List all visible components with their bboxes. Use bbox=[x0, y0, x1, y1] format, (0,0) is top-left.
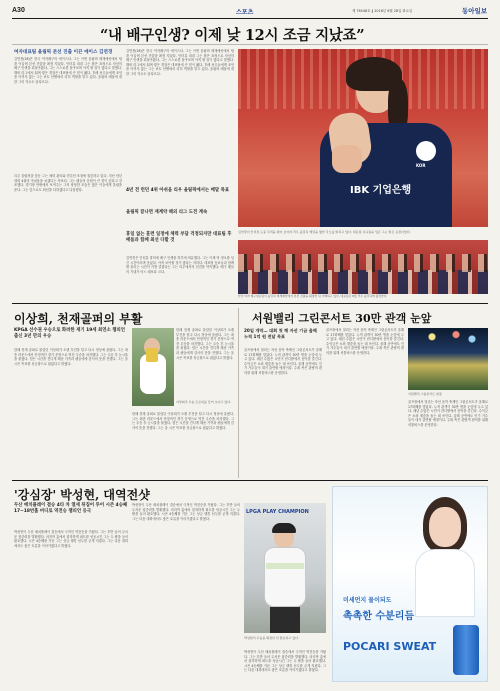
team-photo-caption: 한국 여자 배구대표팀이 올림픽 세계예선에서 본선 진출을 확정한 뒤 기뻐하고 있다. 대표팀은 8월 리우 올림픽에 출전한다. bbox=[238, 294, 388, 298]
lead-photo-caption: 김연경이 인터뷰 도중 주먹을 쥐어 보이며 리우 올림픽 메달을 향한 각오를 밝히고 있다. 대표팀 유니폼을 입은 그는 밝은 표정이었다. bbox=[238, 230, 411, 234]
col-divider-1 bbox=[238, 308, 239, 478]
concert-caption: 서원밸리 그린콘서트 현장 bbox=[408, 392, 442, 396]
lead-kicker: 여자대표팀 올림픽 본선 진출 이끈 에이스 김연경 bbox=[14, 50, 113, 55]
golf-body-3: 한때 천재 골퍼로 불렸던 이상희가 오랜 부진을 털고 다시 정상에 올랐다. 그는 최종 라운드에서 안정적인 경기 운영으로 역전 우승을 차지했다. 그는 우승 후 눈시울을 붉혔다. 힘든 시간을 견디게 해준 가족과 팬들에게 감사의 뜻을 전했다. 그는 올 시즌 목표를 상금왕으로 잡았다고 밝혔다. bbox=[132, 412, 234, 430]
ad-line-2: 촉촉한 수분리듬 bbox=[343, 611, 415, 622]
jersey-badge bbox=[416, 141, 436, 161]
ad-pocari[interactable] bbox=[332, 486, 488, 682]
golf-caption: 이상희가 우승 트로피를 들어 보이고 있다. bbox=[176, 400, 231, 404]
issue-info: 제 76548호 ‖ 2016년 6월 28일 화요일 bbox=[352, 9, 413, 13]
quote-1-text: 4년 전 런던 4위 아쉬움 리우 올림픽에서는 메달 목표 bbox=[126, 188, 230, 193]
concert-body: 골프장에서 열리는 자선 음악 축제인 그린콘서트가 올해로 17회째를 맞았다. 누적 관객이 30만 명을 눈앞에 두고 있다. 매년 수많은 시민이 잔디밭에서 음악을 즐긴다. 수익금은 소외 계층을 돕는 데 쓰인다. 올해 공연에도 인기 가수들이 대거 출연할 예정이다. 주최 측은 관람객 편의를 위해 셔틀버스를 운영한다. bbox=[244, 348, 322, 375]
park-sub: 두산 매치플레이 결승 4타 차 열세 뒤집어 투어 시즌 4승째 17~18번홀 버디로 역전승 챔피언 등극 bbox=[14, 503, 128, 515]
lead-body-1: 김연경(28)은 한국 여자배구의 에이스다. 그는 이번 올림픽 세계예선에서 팀을 이끌며 본선 진출을 확정 지었다. 인터뷰 내내 그는 밝은 표정으로 자신의 배구 인생을 되돌아봤다. 그는 스스로를 돌아보며 아직 할 일이 많다고 말했다. 해외 리그에서 뛰며 쌓은 경험은 대표팀에 큰 힘이 됐다. 후배 선수들에게 조언을 아끼지 않는 그는 코트 안팎에서 리더 역할을 맡고 있다. 올림픽 메달에 대한 그의 각오도 남다르다. bbox=[14, 57, 122, 84]
lead-body-2b: 김연경(28)은 한국 여자배구의 에이스다. 그는 이번 올림픽 세계예선에서 팀을 이끌며 본선 진출을 확정 지었다. 인터뷰 내내 그는 밝은 표정으로 자신의 배구 인생을 되돌아봤다. 그는 스스로를 돌아보며 아직 할 일이 많다고 말했다. 해외 리그에서 뛰며 쌓은 경험은 대표팀에 큰 힘이 됐다. 후배 선수들에게 조언을 아끼지 않는 그는 코트 안팎에서 리더 역할을 맡고 있다. 올림픽 메달에 대한 그의 각오도 남다르다. bbox=[126, 49, 234, 76]
concert-body-2: 골프장에서 열리는 자선 음악 축제인 그린콘서트가 올해로 17회째를 맞았다. 누적 관객이 30만 명을 눈앞에 두고 있다. 매년 수많은 시민이 잔디밭에서 음악을 즐긴다. 수익금은 소외 계층을 돕는 데 쓰인다. 올해 공연에도 인기 가수들이 대거 출연할 예정이다. 주최 측은 관람객 편의를 위해 셔틀버스를 운영한다. bbox=[326, 328, 404, 355]
jersey-sponsor: IBK 기업은행 bbox=[350, 185, 412, 196]
golf-headline: 이상희, 천재골퍼의 부활 bbox=[14, 312, 143, 326]
park-headline: '강심장' 박성현, 대역전샷 bbox=[14, 488, 150, 502]
park-body: 박성현이 두산 매치플레이 결승에서 극적인 역전승을 거뒀다. 그는 후반 들어 무서운 집중력을 발휘했다. 마지막 홀에서 침착하게 퍼트를 성공시킨 그는 두 팔을 들어 환호했다. 시즌 4승째를 거둔 그는 상금 랭킹 선두를 굳게 지켰다. 그는 다음 대회에서도 좋은 흐름을 이어가겠다고 밝혔다. bbox=[14, 530, 128, 548]
golf-body: 한때 천재 골퍼로 불렸던 이상희가 오랜 부진을 털고 다시 정상에 올랐다. 그는 최종 라운드에서 안정적인 경기 운영으로 역전 우승을 차지했다. 그는 우승 후 눈시울을 붉혔다. 힘든 시간을 견디게 해준 가족과 팬들에게 감사의 뜻을 전했다. 그는 올 시즌 목표를 상금왕으로 잡았다고 밝혔다. bbox=[14, 348, 128, 366]
player-fist bbox=[332, 145, 362, 173]
masthead: 동아일보 bbox=[462, 7, 488, 15]
ad-can bbox=[453, 625, 479, 675]
park-banner: LPGA PLAY CHAMPION bbox=[246, 509, 309, 515]
section-label: 스포츠 bbox=[236, 9, 254, 16]
team-photo bbox=[238, 240, 488, 294]
ad-model bbox=[409, 497, 479, 617]
concert-sub: 20일 개막… 대회 첫 해 자선 기금 올해 누적 1억 원 전달 목표 bbox=[244, 328, 317, 339]
park-body-3: 박성현이 두산 매치플레이 결승에서 극적인 역전승을 거뒀다. 그는 후반 들어 무서운 집중력을 발휘했다. 마지막 홀에서 침착하게 퍼트를 성공시킨 그는 두 팔을 들어 환호했다. 시즌 4승째를 거둔 그는 상금 랭킹 선두를 굳게 지켰다. 그는 다음 대회에서도 좋은 흐름을 이어가겠다고 밝혔다. bbox=[244, 650, 326, 673]
concert-body-3: 골프장에서 열리는 자선 음악 축제인 그린콘서트가 올해로 17회째를 맞았다. 누적 관객이 30만 명을 눈앞에 두고 있다. 매년 수많은 시민이 잔디밭에서 음악을 즐긴다. 수익금은 소외 계층을 돕는 데 쓰인다. 올해 공연에도 인기 가수들이 대거 출연할 예정이다. 주최 측은 관람객 편의를 위해 셔틀버스를 운영한다. bbox=[408, 400, 488, 427]
lead-headline: “내 배구인생? 이제 낮 12시 조금 지났죠” bbox=[100, 27, 365, 44]
quote-2-text: 올림픽 끝나면 재계약 해외 리그 도전 계속 bbox=[126, 210, 208, 215]
section-rule-1 bbox=[12, 303, 488, 304]
golf-photo bbox=[132, 328, 174, 406]
quote-3-text: 휴일 없는 훈련 일정에 체력 부담 걱정되지만 대표팀 후배들과 함께 최선 다할 것 bbox=[126, 232, 232, 243]
jersey-badge-text: KOR bbox=[416, 163, 426, 168]
lead-quote-2 bbox=[126, 210, 234, 216]
golf-sub: KPGA 선수권 우승으로 화려한 재기 19세 최연소 챔피언 출신 3년 만의 우승 bbox=[14, 328, 126, 340]
page-number: A30 bbox=[12, 7, 25, 14]
headline-rule bbox=[12, 44, 488, 45]
section-rule-2 bbox=[12, 480, 488, 481]
park-photo bbox=[244, 503, 326, 633]
lead-photo bbox=[238, 49, 488, 227]
lead-body-3: 김연경은 인터뷰 말미에 배구 인생을 하루에 비유했다. 그는 이제 막 정오를 넘긴 시간이라며 웃었다. 아직 보여줄 것이 많다는 의미다. 대표팀 동료들과 함께 땀 흘리는 시간이 가장 즐겁다는 그는 리우에서의 선전을 약속했다. 배구 팬들의 기대가 어느 때보다 크다. bbox=[126, 256, 234, 274]
ad-line-1: 미세먼지 물이되도 bbox=[343, 597, 392, 604]
golf-body-2: 한때 천재 골퍼로 불렸던 이상희가 오랜 부진을 털고 다시 정상에 올랐다. 그는 최종 라운드에서 안정적인 경기 운영으로 역전 우승을 차지했다. 그는 우승 후 눈시울을 붉혔다. 힘든 시간을 견디게 해준 가족과 팬들에게 감사의 뜻을 전했다. 그는 올 시즌 목표를 상금왕으로 잡았다고 밝혔다. bbox=[176, 328, 234, 360]
park-body-2: 박성현이 두산 매치플레이 결승에서 극적인 역전승을 거뒀다. 그는 후반 들어 무서운 집중력을 발휘했다. 마지막 홀에서 침착하게 퍼트를 성공시킨 그는 두 팔을 들어 환호했다. 시즌 4승째를 거둔 그는 상금 랭킹 선두를 굳게 지켰다. 그는 다음 대회에서도 좋은 흐름을 이어가겠다고 밝혔다. bbox=[132, 503, 240, 521]
ad-brand: POCARI SWEAT bbox=[343, 640, 437, 653]
concert-photo bbox=[408, 328, 488, 390]
header-rule bbox=[12, 18, 488, 19]
lead-quote-3 bbox=[126, 232, 234, 244]
concert-headline: 서원밸리 그린콘서트 30만 관객 눈앞 bbox=[252, 312, 432, 325]
page-header bbox=[12, 6, 488, 18]
lead-body-2: 리우 올림픽을 앞둔 그는 체력 관리와 컨디션 조절에 집중하고 있다. 지난 런던 대회 4위의 아쉬움을 씻겠다는 목표다. 그는 팬들의 응원이 큰 힘이 된다고 강조했다. 경기장 안팎에서 보여주는 그의 당당한 모습은 많은 이들에게 울림을 준다. 그는 앞으로도 최선을 다하겠다고 다짐했다. bbox=[14, 174, 122, 192]
park-caption: 박성현이 우승을 확정한 뒤 환호하고 있다. bbox=[244, 636, 299, 640]
lead-quote-1 bbox=[126, 188, 234, 194]
